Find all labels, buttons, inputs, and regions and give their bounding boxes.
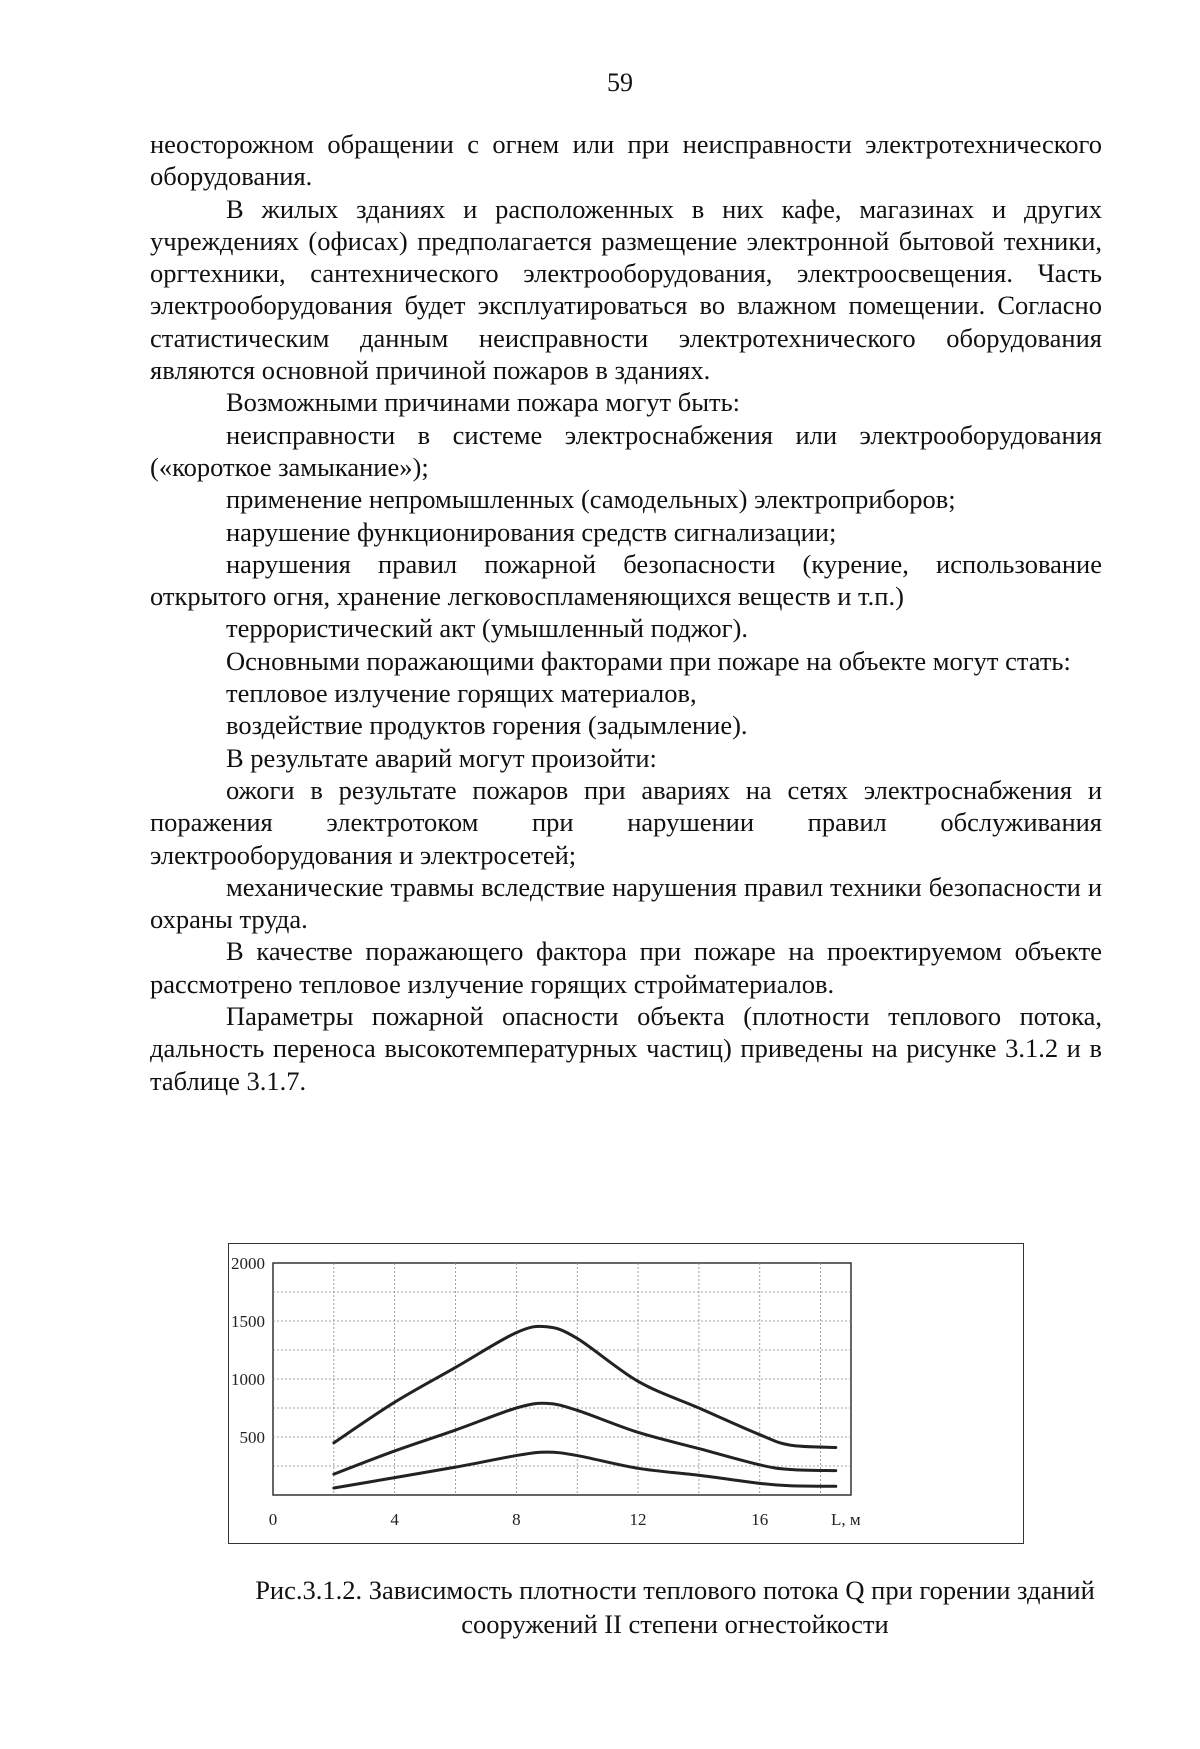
heat-flux-chart [228,1243,1024,1544]
paragraph: тепловое излучение горящих материалов, [226,678,697,709]
x-tick-label: 12 [629,1510,647,1529]
paragraph: ожоги в результате пожаров при авариях на сетях электроснабжения и поражения электротоком при нарушении правил обслуживания электрооборудования и электросетей; [150,774,1102,870]
caption-line-2: сооружений II степени огнестойкости [461,1609,889,1639]
x-tick-label: 16 [751,1510,769,1529]
x-tick-label: 0 [268,1510,278,1529]
caption-line-1: Рис.3.1.2. Зависимость плотности теплового потока Q при горении зданий [255,1575,1095,1605]
series-line-curve-upper [334,1326,836,1447]
figure-caption [150,1573,1200,1641]
paragraph: Основными поражающими факторами при пожаре на объекте могут стать: [226,645,1071,676]
x-tick-label: 4 [390,1510,399,1529]
paragraph: В качестве поражающего фактора при пожаре на проектируемом объекте рассмотрено тепловое излучение горящих стройматериалов. [150,936,1102,999]
y-tick-label: 1500 [231,1312,265,1331]
paragraph: неосторожном обращении с огнем или при неисправности электротехнического оборудования. [150,129,1102,192]
paragraph: механические травмы вследствие нарушения правил техники безопасности и охраны труда. [150,871,1102,935]
paragraph: В жилых зданиях и расположенных в них кафе, магазинах и других учреждениях (офисах) предполагается размещение электронной бытовой техники, оргтехники, сантехнического электрооборудования, электроосвещения. Часть электрооборудования будет эксплуатироваться во влажном помещении. Согласно статистическим данным неисправности электротехнического оборудования являются основной причиной пожаров в зданиях. [150,193,1102,386]
page-number: 59 [607,68,633,97]
paragraph: Возможными причинами пожара могут быть: [226,387,741,418]
series-line-curve-middle [334,1403,836,1474]
paragraph: Параметры пожарной опасности объекта (плотности теплового потока, дальность переноса высокотемпературных частиц) приведены на рисунке 3.1.2 и в таблице 3.1.7. [150,1001,1102,1096]
paragraph: применение непромышленных (самодельных) электроприборов; [226,484,956,515]
body-text [150,128,1102,1097]
y-tick-label: 2000 [231,1254,265,1273]
paragraph: неисправности в системе электроснабжения или электрооборудования («короткое замыкание»); [150,419,1102,482]
x-axis-label: L, м [830,1510,861,1529]
x-tick-label: 8 [512,1510,521,1529]
paragraph: нарушения правил пожарной безопасности (курение, использование открытого огня, хранение легковоспламеняющихся веществ и т.п.) [150,548,1102,612]
paragraph: В результате аварий могут произойти: [226,742,657,773]
paragraph: нарушение функционирования средств сигнализации; [226,516,837,547]
y-tick-label: 500 [239,1428,265,1447]
y-tick-label: 1000 [231,1370,265,1389]
series-line-curve-lower [334,1452,836,1488]
paragraph: террористический акт (умышленный поджог). [226,613,748,644]
paragraph: воздействие продуктов горения (задымление). [226,710,748,741]
